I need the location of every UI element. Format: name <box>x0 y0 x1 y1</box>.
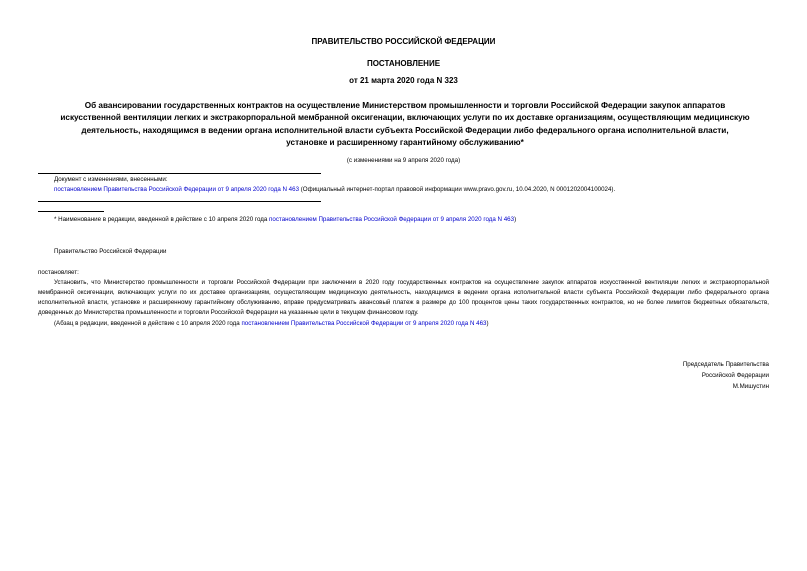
amending-decree-link[interactable]: постановлением Правительства Российской Федерации от 9 апреля 2020 года N 463 <box>54 186 300 193</box>
divider-bottom <box>38 201 321 202</box>
signature-organization: Российской Федерации <box>701 372 769 379</box>
divider-top <box>38 173 321 174</box>
document-title: Об авансировании государственных контрактов на осуществление Министерством промышленности и торговли Российской Федерации закупок аппаратов искусственной вентиляции легких и экстракорпоральной мембранной оксигенации, включающих услуги по их доставке организациям, осуществляющим медицинскую деятельность, находящимся в ведении органа исполнительной власти субъекта Российской Федерации либо федерального органа исполнительной власти, установке и расширенному гарантийному обслуживанию* <box>60 101 750 147</box>
changes-label: Документ с изменениями, внесенными: <box>54 176 168 183</box>
footnote-divider <box>38 211 104 212</box>
document-date-number: от 21 марта 2020 года N 323 <box>349 76 458 85</box>
government-name: Правительство Российской Федерации <box>54 248 167 255</box>
revision-note-suffix: ) <box>486 320 489 327</box>
footnote-decree-link[interactable]: постановлением Правительства Российской Федерации от 9 апреля 2020 года N 463 <box>269 216 515 223</box>
changes-source: (Официальный интернет-портал правовой информации www.pravo.gov.ru, 10.04.2020, N 0001202004100024). <box>299 186 616 193</box>
signature-position: Председатель Правительства <box>682 361 769 368</box>
changes-reference <box>54 186 615 193</box>
signature-name: М.Мишустин <box>732 383 769 390</box>
paragraph-revision-note <box>54 320 489 327</box>
title-footnote <box>54 216 516 223</box>
resolution-paragraph: Установить, что Министерство промышленности и торговли Российской Федерации при заключении в 2020 году государственных контрактов на осуществление закупок аппаратов искусственной вентиляции легких и экстракорпоральной мембранной оксигенации, включающих услуги по их доставке организациям, осуществляющим медицинскую деятельность, находящимся в ведении органа исполнительной власти субъекта Российской Федерации либо федерального органа исполнительной власти, установке и расширенному гарантийному обслуживанию, вправе предусматривать авансовый платеж в размере до 100 процентов цены таких государственных контрактов, но не более лимитов бюджетных обязательств, доведенных до Министерства промышленности и торговли Российской Федерации на указанные цели в текущем финансовом году. <box>38 279 769 317</box>
footnote-suffix: ) <box>514 216 517 223</box>
amendment-note: (с изменениями на 9 апреля 2020 года) <box>346 157 461 164</box>
footnote-prefix: * Наименование в редакции, введенной в действие с 10 апреля 2020 года <box>54 216 270 223</box>
revision-decree-link[interactable]: постановлением Правительства Российской Федерации от 9 апреля 2020 года N 463 <box>241 320 487 327</box>
issuing-authority: ПРАВИТЕЛЬСТВО РОССИЙСКОЙ ФЕДЕРАЦИИ <box>311 37 496 46</box>
resolves-word: постановляет: <box>38 269 79 276</box>
document-type: ПОСТАНОВЛЕНИЕ <box>366 59 441 68</box>
revision-note-prefix: (Абзац в редакции, введенной в действие с 10 апреля 2020 года <box>54 320 242 327</box>
